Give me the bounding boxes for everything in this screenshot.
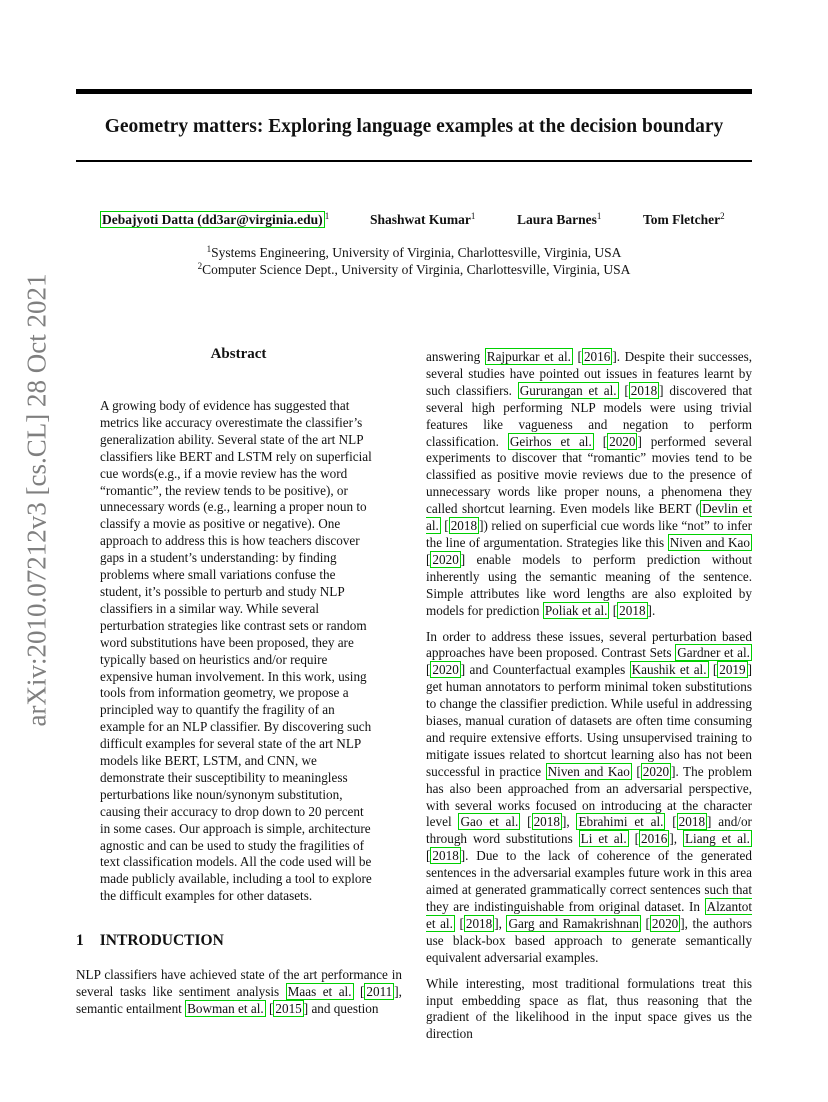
paragraph-text: [ (631, 763, 641, 779)
citation-link[interactable]: Niven and Kao (547, 763, 630, 779)
citation-link[interactable]: 2016 (583, 349, 611, 364)
paragraph-text: [ (520, 814, 532, 830)
intro-heading (76, 932, 224, 950)
paragraph-text: [ (426, 551, 431, 567)
arxiv-stamp (16, 273, 58, 727)
author-3-affil-mark: 1 (596, 211, 602, 221)
author-3 (517, 211, 601, 228)
paragraph-text: [ (426, 662, 431, 678)
author-4 (643, 211, 725, 228)
right-paragraph-1 (426, 349, 752, 620)
paragraph-text: ] enable models to perform prediction without inherently using the semantic meaning of the sentence. Simple attributes like word lengths are also exploited by models for prediction (426, 551, 752, 618)
paragraph-text: [ (618, 382, 629, 398)
paragraph-text: [ (426, 848, 431, 864)
citation-link[interactable]: 2018 (450, 518, 478, 534)
author-2-affil-mark: 1 (470, 211, 476, 221)
intro-paragraph (76, 967, 402, 1018)
author-1-name[interactable]: Debajyoti Datta (dd3ar@virginia.edu) (102, 212, 323, 227)
paragraph-text: NLP classifiers have achieved state of the art performance in several tasks like sentiment analysis (76, 967, 402, 999)
paragraph-text: [ (593, 433, 608, 449)
paragraph-text: ]. Despite their successes, several studies have pointed out issues in features learnt by such classifiers. (426, 349, 752, 398)
citation-link[interactable]: Gardner et al. (677, 645, 750, 661)
paragraph-text: ]. (647, 602, 656, 618)
citation-link[interactable]: 2020 (432, 551, 459, 567)
citation-link[interactable]: 2019 (719, 662, 746, 678)
citation-link[interactable]: Li et al. (580, 831, 627, 847)
abstract-text: A growing body of evidence has suggested that metrics like accuracy overestimate the classifier’s generalization ability. Several state of the art NLP classifiers like BERT and LSTM rely on superficial cue words(e.g., if a movie review has the word “romantic”, the review tends to be positive), or unnecessary words (e.g., learning a proper noun to classify a movie as positive or negative). One approach to address this is how teachers discover gaps in a student’s understanding: by finding problems where small variations confuse the student, it’s possible to perturb and study NLP classifiers in a similar way. While several perturbation strategies like contrast sets or random word substitutions have been proposed, they are typically based on heuristics and/or require expensive human involvement. In this work, using tools from information geometry, we propose a principled way to quantify the fragility of an example for an NLP classifier. By discovering such difficult examples for several state of the art NLP models like BERT, LSTM, and CNN, we demonstrate their susceptibility to meaningless perturbations like noun/synonym substitution, causing their accuracy to drop down to 20 percent in some cases. Our approach is simple, architecture agnostic and can be used to study the fragilities of text classification models. All the code used will be made publicly available, including a tool to explore the difficult examples for other datasets. (100, 398, 372, 904)
author-1-affil-mark: 1 (324, 211, 330, 221)
paragraph-text: ], (561, 814, 577, 830)
paper-title: Geometry matters: Exploring language examples at the decision boundary (104, 116, 724, 137)
arxiv-identifier[interactable]: arXiv:2010.07212v3 [cs.CL] 28 Oct 2021 (21, 273, 52, 727)
citation-link[interactable]: Maas et al. (287, 983, 352, 999)
right-paragraph-2 (426, 629, 752, 967)
citation-link[interactable]: Gao et al. (460, 814, 519, 830)
paragraph-text: [ (265, 1000, 274, 1016)
citation-link[interactable]: Liang et al. (684, 831, 750, 847)
citation-link[interactable]: 2020 (432, 662, 459, 678)
citation-link[interactable]: Alzantot et al. (426, 899, 752, 931)
citation-link[interactable]: Poliak et al. (544, 602, 608, 618)
paragraph-text: ], semantic entailment (76, 983, 402, 1016)
paragraph-text: answering (426, 349, 485, 364)
citation-link[interactable]: Ebrahimi et al. (578, 814, 664, 830)
affiliation-1 (76, 244, 752, 261)
paragraph-text: In order to address these issues, several perturbation based approaches have been proposed. Contrast Sets (426, 628, 752, 661)
paragraph-text: [ (609, 602, 618, 618)
paragraph-text: [ (628, 831, 639, 847)
paragraph-text: [ (572, 349, 582, 364)
paragraph-text: [ (454, 915, 464, 931)
citation-link[interactable]: 2018 (465, 915, 493, 931)
citation-link[interactable]: Bowman et al. (187, 1000, 264, 1016)
citation-link[interactable]: Kaushik et al. (631, 662, 707, 678)
intro-first-paragraph (76, 967, 402, 1018)
author-2-name: Shashwat Kumar (370, 212, 471, 227)
paragraph-text: [ (640, 915, 650, 931)
citation-link[interactable]: 2018 (432, 848, 459, 864)
paragraph-text: ]. Due to the lack of coherence of the generated sentences in the adversarial examples future work in this area aimed at generated grammatically correct sentences such that they are indistinguishable from original dataset. In (426, 848, 752, 914)
abstract-heading: Abstract (210, 346, 267, 362)
paragraph-text: [ (665, 814, 677, 830)
author-2 (370, 211, 475, 228)
right-column (426, 349, 752, 1043)
paragraph-text: ] and/or through word substitutions (426, 814, 752, 847)
paragraph-text: ] and question (303, 1000, 379, 1016)
paragraph-text: [ (440, 518, 449, 534)
citation-link[interactable]: 2011 (366, 983, 393, 999)
affiliation-2-mark: 2 (197, 261, 203, 271)
citation-link[interactable]: 2018 (533, 814, 560, 830)
paragraph-text: ] discovered that several high performing NLP models were using trivial features like vagueness and negation to perform classification. (426, 382, 752, 449)
citation-link[interactable]: Geirhos et al. (509, 433, 592, 449)
author-4-name: Tom Fletcher (643, 212, 721, 227)
citation-link[interactable]: 2018 (619, 602, 646, 618)
intro-section-number: 1 (76, 932, 84, 949)
citation-link[interactable]: Gururangan et al. (519, 382, 617, 398)
affiliation-1-mark: 1 (206, 244, 212, 254)
citation-link[interactable]: 2020 (651, 915, 679, 931)
paragraph-text: ]. The problem has also been approached from an adversarial perspective, with several works focused on introducing at the character level (426, 763, 752, 830)
paragraph-text: ], (669, 831, 683, 847)
paragraph-text: ], the authors use black-box based approach to generate semantically equivalent adversarial examples. (426, 915, 752, 965)
author-1 (100, 211, 329, 228)
paragraph-text: ] and Counterfactual examples (460, 662, 630, 678)
paragraph-text: ] get human annotators to perform minimal token substitutions to change the classifier prediction. While useful in addressing biases, manual curation of datasets are often time consuming and require extensive efforts. Using unsupervised training to mitigate issues related to shortcut learning also has not been successful in practice (426, 662, 752, 779)
paragraph-text: ]) relied on superficial cue words like “not” to infer the line of argumentation. Strategies like this (426, 518, 752, 550)
citation-link[interactable]: 2020 (642, 763, 670, 779)
intro-section-title: INTRODUCTION (99, 932, 224, 949)
affiliation-2 (76, 261, 752, 278)
author-4-affil-mark: 2 (720, 211, 725, 221)
affiliation-1-text: Systems Engineering, University of Virginia, Charlottesville, Virginia, USA (211, 245, 622, 260)
citation-link[interactable]: 2020 (609, 433, 636, 449)
citation-link[interactable]: Garg and Ramakrishnan (508, 915, 639, 931)
affiliation-2-text: Computer Science Dept., University of Virginia, Charlottesville, Virginia, USA (202, 262, 631, 277)
title-bottom-rule (76, 160, 752, 162)
citation-link[interactable]: 2018 (678, 814, 706, 830)
paragraph-text: [ (353, 983, 365, 999)
citation-link[interactable]: Niven and Kao (669, 534, 750, 550)
citation-link[interactable]: Rajpurkar et al. (486, 349, 571, 364)
citation-link[interactable]: Devlin et al. (426, 501, 752, 534)
abstract-body (100, 398, 377, 905)
citation-link[interactable]: 2015 (275, 1000, 302, 1016)
title-top-rule (76, 89, 752, 94)
author-3-name: Laura Barnes (517, 212, 597, 227)
paragraph-text: ] performed several experiments to discover that “romantic” movies tend to be classified as positive movie reviews due to the presence of unnecessary words like proper nouns, a phenomena they called shortcut learning. Even models like BERT ( (426, 433, 752, 517)
citation-link[interactable]: 2016 (640, 831, 668, 847)
citation-link[interactable]: 2018 (630, 382, 658, 398)
paragraph-text: While interesting, most traditional formulations treat this input embedding space as flat, thus reasoning that the gradient of the likelihood in the input space gives us the direction (426, 975, 752, 1042)
right-paragraph-3 (426, 976, 752, 1044)
paragraph-text: ], (494, 915, 507, 931)
paragraph-text: [ (708, 662, 718, 678)
